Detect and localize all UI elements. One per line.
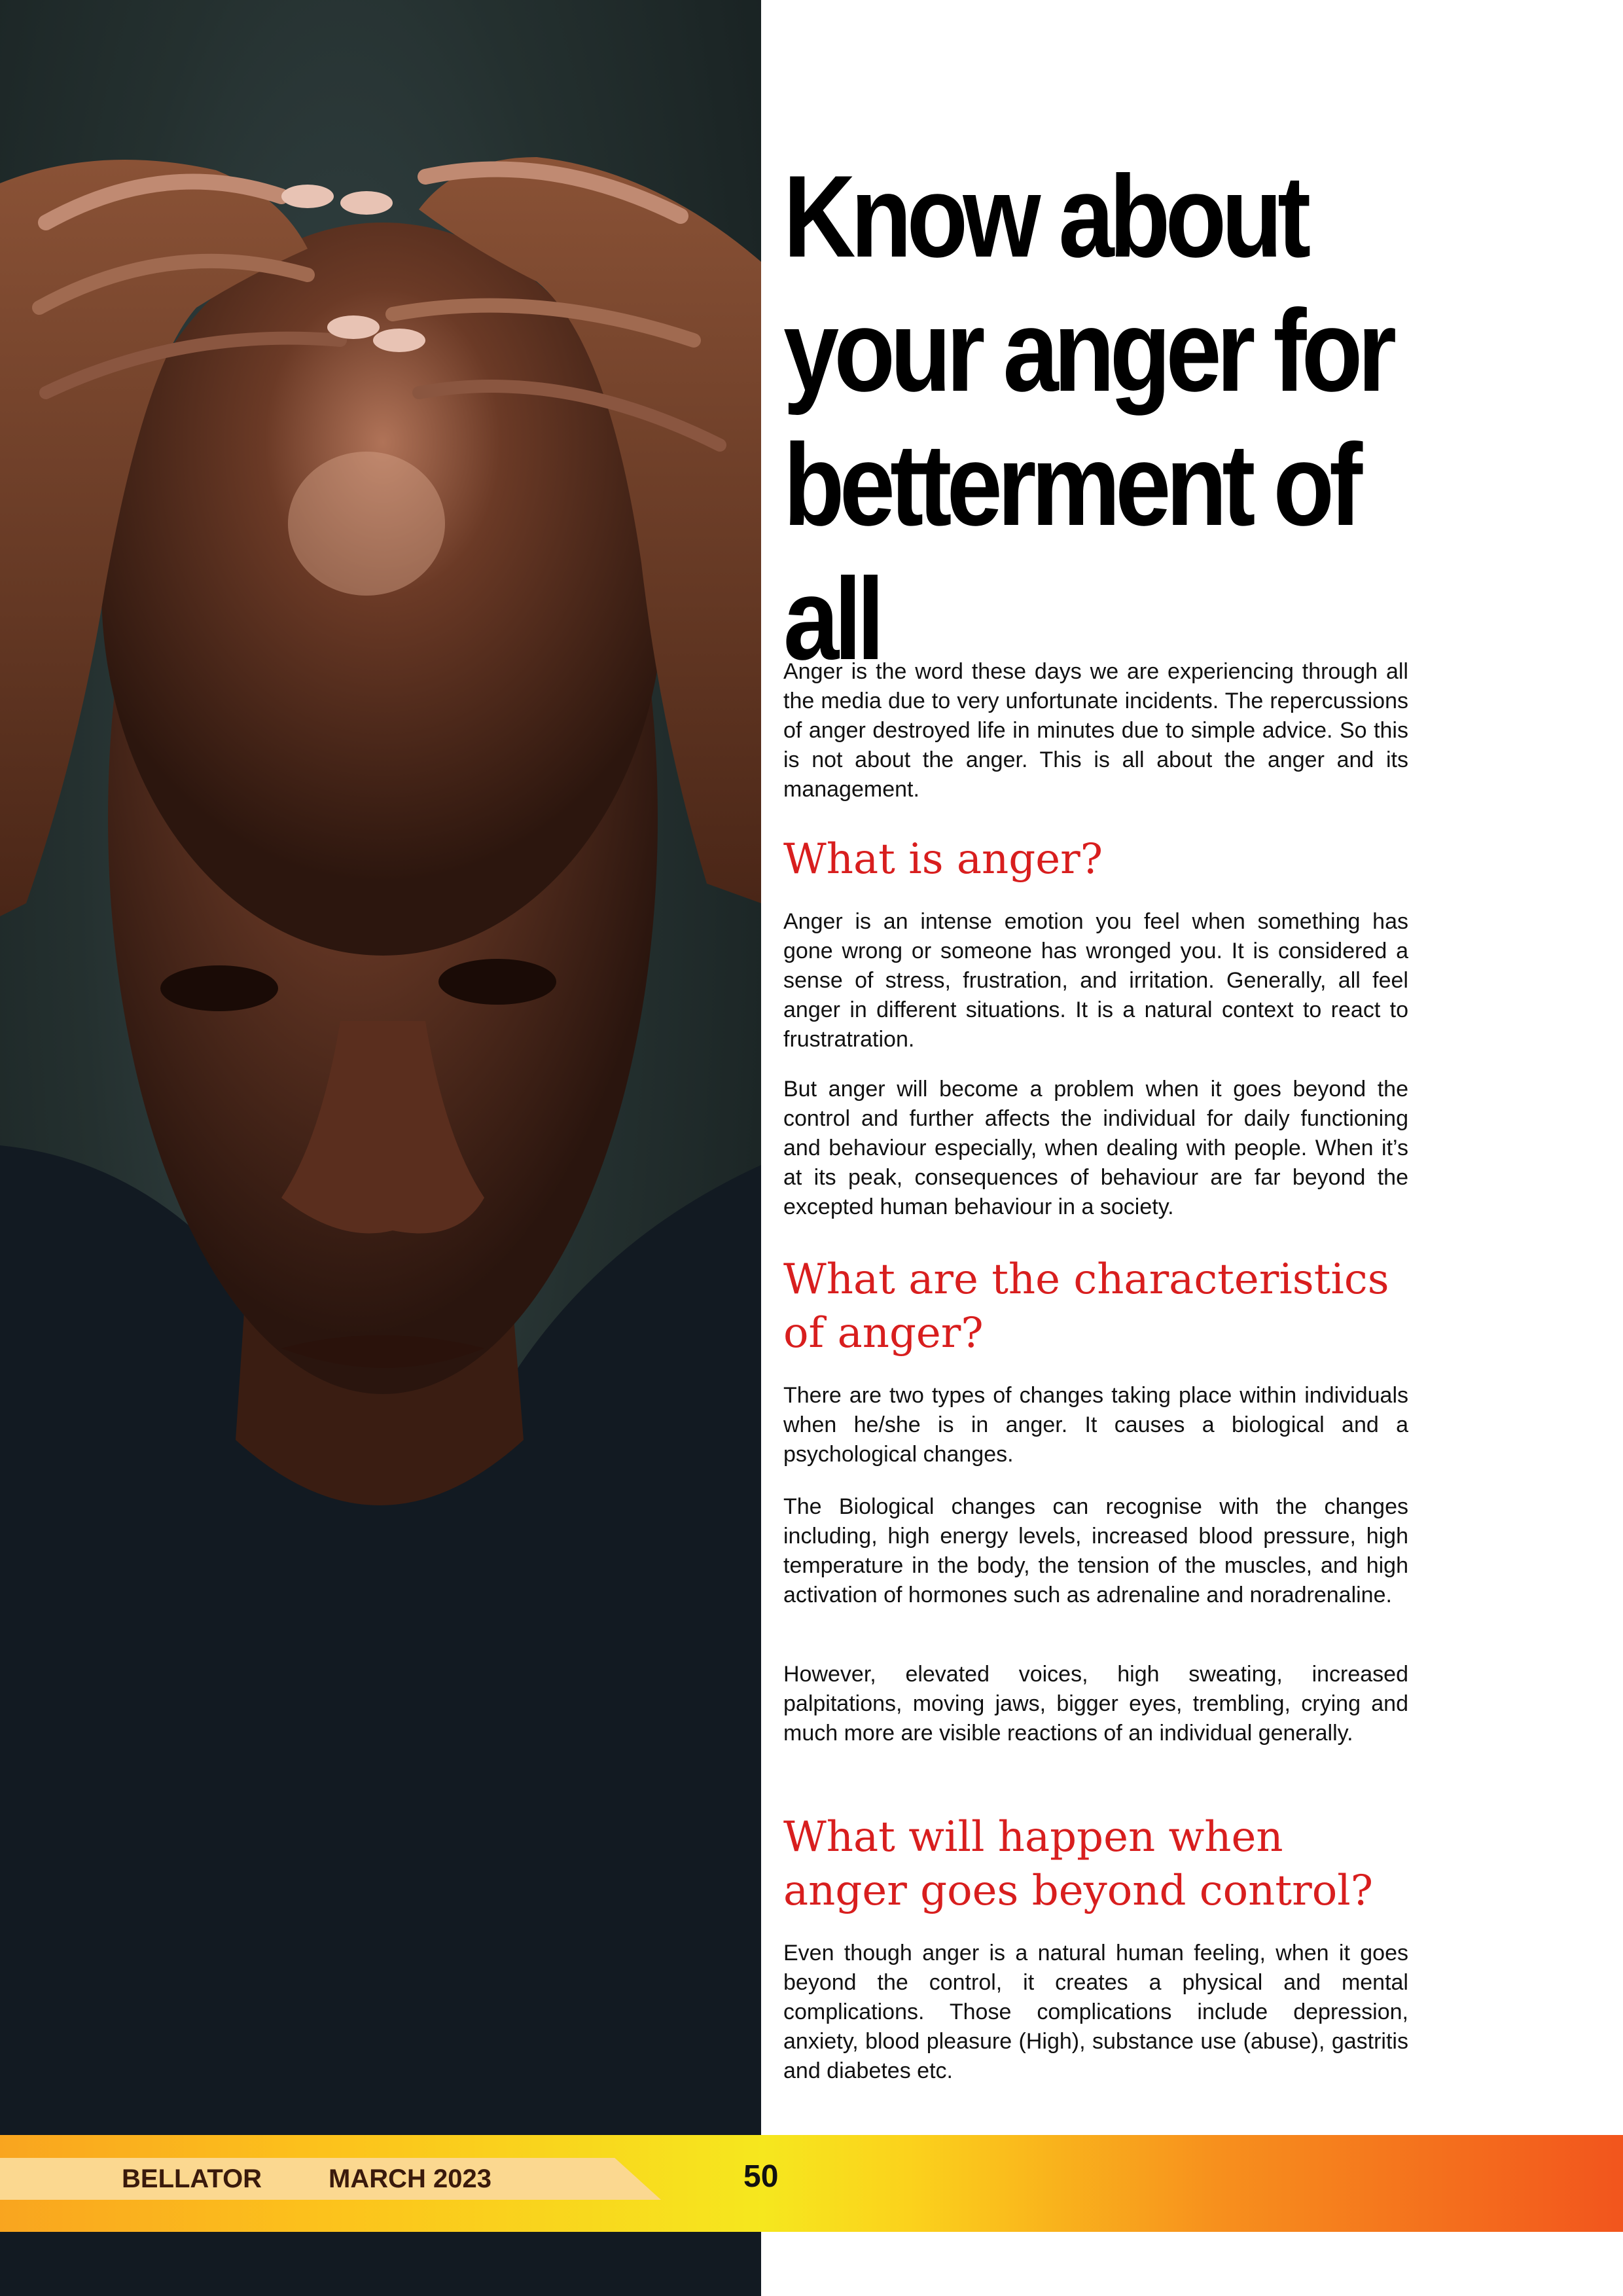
section-paragraph: The Biological changes can recognise with the changes including, high energy levels, increased blood pressure, high temperature in the body, the tension of the muscles, and high activation of hormones such as adrenaline and noradrenaline. xyxy=(783,1494,1408,1607)
section-paragraph: Even though anger is a natural human feeling, when it goes beyond the control, it creates a physical and mental complications. Those complications include depression, anxiety, blood pleasure (High), substance use (abuse), gastritis and diabetes etc. xyxy=(783,1941,1408,2083)
section-paragraph: But anger will become a problem when it goes beyond the control and further affects the individual for daily functioning and behaviour especially, when dealing with people. When it’s at its peak, consequences of behaviour are far beyond the excepted human behaviour in a society. xyxy=(783,1077,1408,1219)
section-paragraph: Anger is an intense emotion you feel when something has gone wrong or someone has wronged you. It is considered a sense of stress, frustration, and irritation. Generally, all feel anger in different situations. It is a natural context to react to frustratration. xyxy=(783,909,1408,1052)
section-heading: What will happen when anger goes beyond control? xyxy=(783,1813,1373,1915)
photo-illustration xyxy=(0,0,761,2296)
article-headline: Know about your anger for betterment of all xyxy=(783,151,1392,684)
section-heading: What are the characteristics of anger? xyxy=(783,1255,1389,1357)
issue-date: MARCH 2023 xyxy=(329,2164,491,2193)
section-heading: What is anger? xyxy=(783,835,1103,884)
magazine-name: BELLATOR xyxy=(122,2164,262,2193)
man-holding-head-photo xyxy=(0,0,761,2296)
intro-paragraph: Anger is the word these days we are experiencing through all the media due to very unfortunate incidents. The repercussions of anger destroyed life in minutes due to simple advice. So this is not about the anger. This is all about the anger and its management. xyxy=(783,659,1408,802)
page-number: 50 xyxy=(743,2159,779,2194)
section-paragraph: However, elevated voices, high sweating, increased palpitations, moving jaws, bigger eyes, trembling, crying and much more are visible reactions of an individual generally. xyxy=(783,1662,1408,1746)
section-paragraph: There are two types of changes taking place within individuals when he/she is in anger. It causes a biological and a psychological changes. xyxy=(783,1383,1408,1467)
